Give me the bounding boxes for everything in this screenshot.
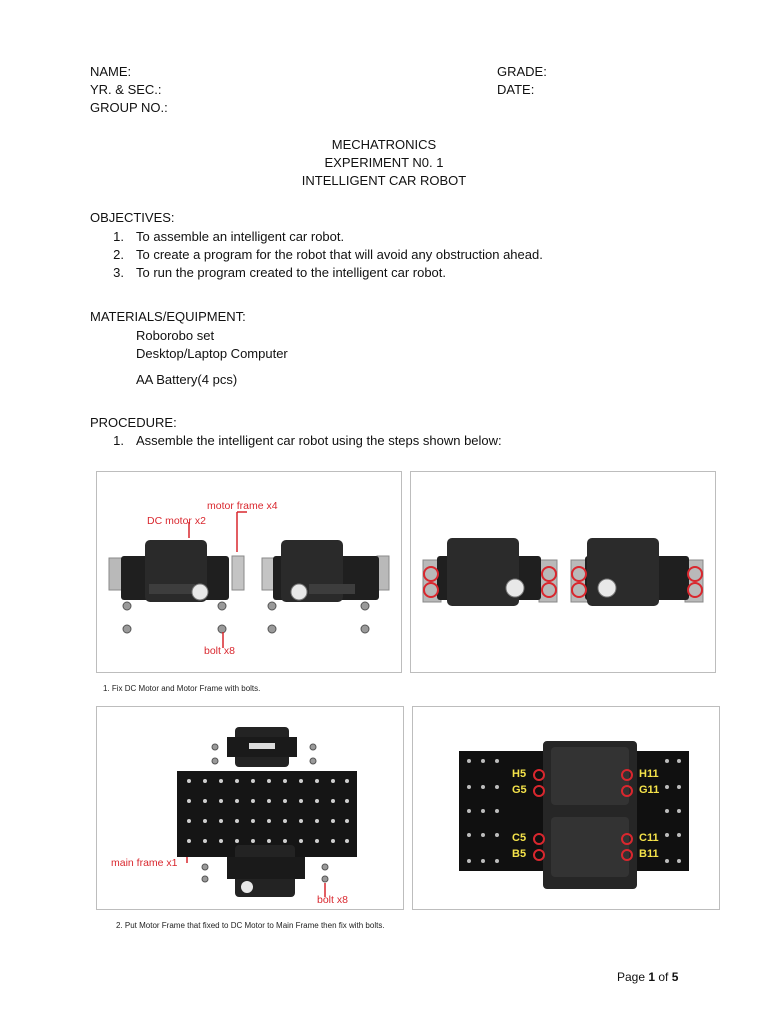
page-number <box>617 970 678 984</box>
step-1-caption: 1. Fix DC Motor and Motor Frame with bolts. <box>103 684 261 693</box>
figure-main-frame-photo <box>96 706 404 910</box>
hole-label: C11 <box>639 832 659 844</box>
figure-bolt-positions-photo <box>412 706 720 910</box>
step-2-caption: 2. Put Motor Frame that fixed to DC Motor to Main Frame then fix with bolts. <box>116 921 385 930</box>
page-total: 5 <box>671 970 679 984</box>
motor-frame-label: motor frame x4 <box>207 500 278 512</box>
title-subject: MECHATRONICS <box>331 137 437 152</box>
hole-label: C5 <box>512 832 527 844</box>
bolt-positions-illustration <box>413 707 719 909</box>
date-label: DATE: <box>497 82 535 97</box>
bolt-label: bolt x8 <box>317 894 348 906</box>
hole-label: H11 <box>639 768 659 780</box>
list-number: 3. <box>113 265 124 280</box>
hole-label: H5 <box>512 768 527 780</box>
assembled-motors-illustration <box>411 472 715 672</box>
name-label: NAME: <box>90 64 132 79</box>
list-number: 2. <box>113 247 124 262</box>
yr-sec-label: YR. & SEC.: <box>90 82 162 97</box>
figure-parts-photo <box>96 471 402 673</box>
page-sep: of <box>655 970 672 984</box>
procedure-step-text: Assemble the intelligent car robot using the steps shown below: <box>136 433 502 448</box>
material-item: AA Battery(4 pcs) <box>136 372 238 387</box>
list-text: To assemble an intelligent car robot. <box>136 229 345 244</box>
dc-motor-label: DC motor x2 <box>147 515 206 527</box>
page-current: 1 <box>648 970 656 984</box>
materials-heading: MATERIALS/EQUIPMENT: <box>90 309 246 324</box>
material-item: Desktop/Laptop Computer <box>136 346 288 361</box>
objectives-heading: OBJECTIVES: <box>90 210 175 225</box>
page-prefix: Page <box>617 970 649 984</box>
hole-label: G11 <box>639 784 660 796</box>
figure-assembled-motors-photo <box>410 471 716 673</box>
list-text: To create a program for the robot that will avoid any obstruction ahead. <box>136 247 543 262</box>
group-label: GROUP NO.: <box>90 100 168 115</box>
list-number: 1. <box>113 433 124 448</box>
main-frame-illustration <box>97 707 403 909</box>
material-item: Roborobo set <box>136 328 215 343</box>
bolt-label: bolt x8 <box>204 645 235 657</box>
list-text: To run the program created to the intelligent car robot. <box>136 265 447 280</box>
hole-label: B11 <box>639 848 659 860</box>
procedure-heading: PROCEDURE: <box>90 415 177 430</box>
hole-label: B5 <box>512 848 527 860</box>
title-experiment: EXPERIMENT N0. 1 <box>324 155 444 170</box>
main-frame-label: main frame x1 <box>111 857 178 869</box>
list-number: 1. <box>113 229 124 244</box>
title-name: INTELLIGENT CAR ROBOT <box>301 173 467 188</box>
grade-label: GRADE: <box>497 64 547 79</box>
hole-label: G5 <box>512 784 527 796</box>
